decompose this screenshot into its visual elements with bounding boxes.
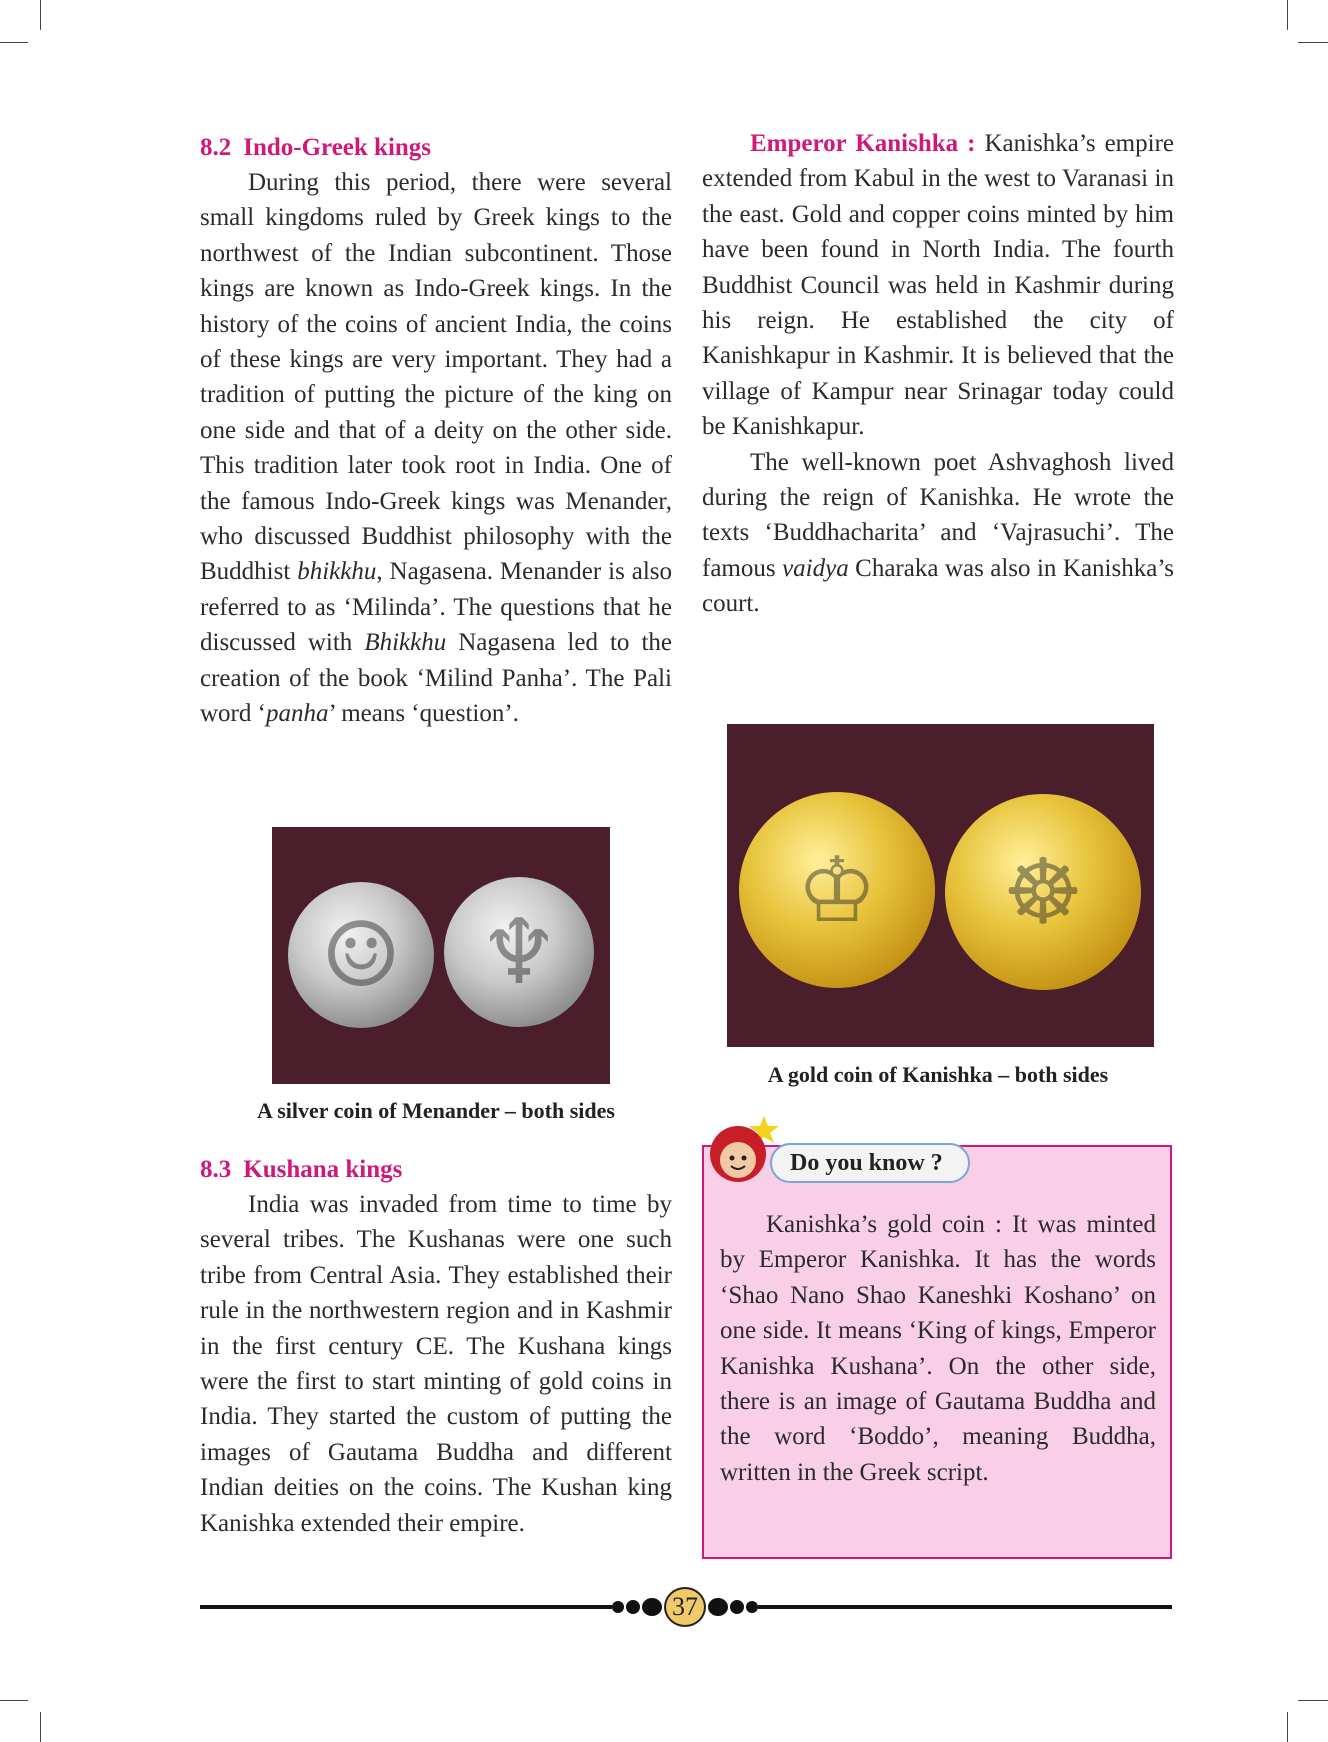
section-kanishka	[702, 126, 1174, 622]
section-number: 8.3	[200, 1156, 232, 1183]
crop-mark	[0, 1700, 28, 1701]
menander-coin-photo	[272, 827, 610, 1084]
section-title: Indo-Greek kings	[243, 134, 432, 161]
ornament-dot	[730, 1600, 744, 1614]
crop-mark	[40, 0, 41, 30]
paragraph: During this period, there were several small kingdoms ruled by Greek kings to the northwest of the Indian subcontinent. Those kings are known as Indo-Greek kings. In the history of the coins of ancient India, the coins of these kings are very important. They had a tradition of putting the picture of the king on one side and that of a deity on the other side. This tradition later took root in India. One of the famous Indo-Greek kings was Menander, who discussed Buddhist philosophy with the Buddhist bhikkhu, Nagasena. Menander is also referred to as ‘Milinda’. The questions that he discussed with Bhikkhu Nagasena led to the creation of the book ‘Milind Panha’. The Pali word ‘panha’ means ‘question’.	[200, 169, 672, 728]
paragraph: The well-known poet Ashvaghosh lived during the reign of Kanishka. He wrote the texts ‘Buddhacharita’ and ‘Vajrasuchi’. The famous vaidya Charaka was also in Kanishka’s court.	[702, 448, 1174, 618]
coin-obverse: ♔	[739, 792, 935, 988]
ornament-dot	[746, 1601, 758, 1613]
ornament-dot	[642, 1598, 662, 1616]
section-title: Kushana kings	[243, 1156, 403, 1183]
crop-mark	[0, 42, 28, 43]
lead-term: Emperor Kanishka :	[750, 130, 976, 157]
ornament-dot	[708, 1598, 728, 1616]
coin-reverse: ☸	[945, 794, 1141, 990]
paragraph: India was invaded from time to time by several tribes. The Kushanas were one such tribe from Central Asia. They established their rule in the northwestern region and in Kashmir in the first century CE. The Kushana kings were the first to start minting of gold coins in India. They started the custom of putting the images of Gautama Buddha and different Indian deities on the coins. The Kushan king Kanishka extended their empire.	[200, 1191, 672, 1537]
box-title: Do you know ?	[770, 1143, 970, 1183]
crop-mark	[1298, 1700, 1328, 1701]
crop-mark	[1287, 1712, 1288, 1742]
crop-mark	[1298, 42, 1328, 43]
ornament-dot	[612, 1601, 624, 1613]
section-heading	[200, 1152, 672, 1187]
figure-caption: A gold coin of Kanishka – both sides	[767, 1062, 1109, 1087]
footer-rule-left	[200, 1605, 612, 1609]
section-indo-greek	[200, 130, 672, 732]
do-you-know-box	[702, 1145, 1172, 1559]
kanishka-coin-photo	[727, 724, 1154, 1047]
page-number: 37	[664, 1587, 706, 1627]
coin-reverse: ♆	[444, 877, 594, 1027]
ornament-dot	[626, 1600, 640, 1614]
crop-mark	[1287, 0, 1288, 30]
crop-mark	[40, 1712, 41, 1742]
section-number: 8.2	[200, 134, 232, 161]
section-kushana	[200, 1152, 672, 1541]
figure-caption: A silver coin of Menander – both sides	[257, 1098, 615, 1123]
paragraph: Emperor Kanishka : Kanishka’s empire extended from Kabul in the west to Varanasi in the east. Gold and copper coins minted by him have been found in North India. The fourth Buddhist Council was held in Kashmir during his reign. He established the city of Kanishkapur in Kashmir. It is believed that the village of Kampur near Srinagar today could be Kanishkapur.	[702, 130, 1174, 441]
mascot-icon	[702, 1112, 782, 1192]
box-body: Kanishka’s gold coin : It was minted by Emperor Kanishka. It has the words ‘Shao Nano Shao Kaneshki Koshano’ on one side. It means ‘King of kings, Emperor Kanishka Kushana’. On the other side, there is an image of Gautama Buddha and the word ‘Boddo’, meaning Buddha, written in the Greek script.	[720, 1211, 1156, 1486]
footer-rule-right	[758, 1605, 1172, 1609]
coin-obverse: ☺	[288, 882, 434, 1028]
section-heading	[200, 130, 672, 165]
